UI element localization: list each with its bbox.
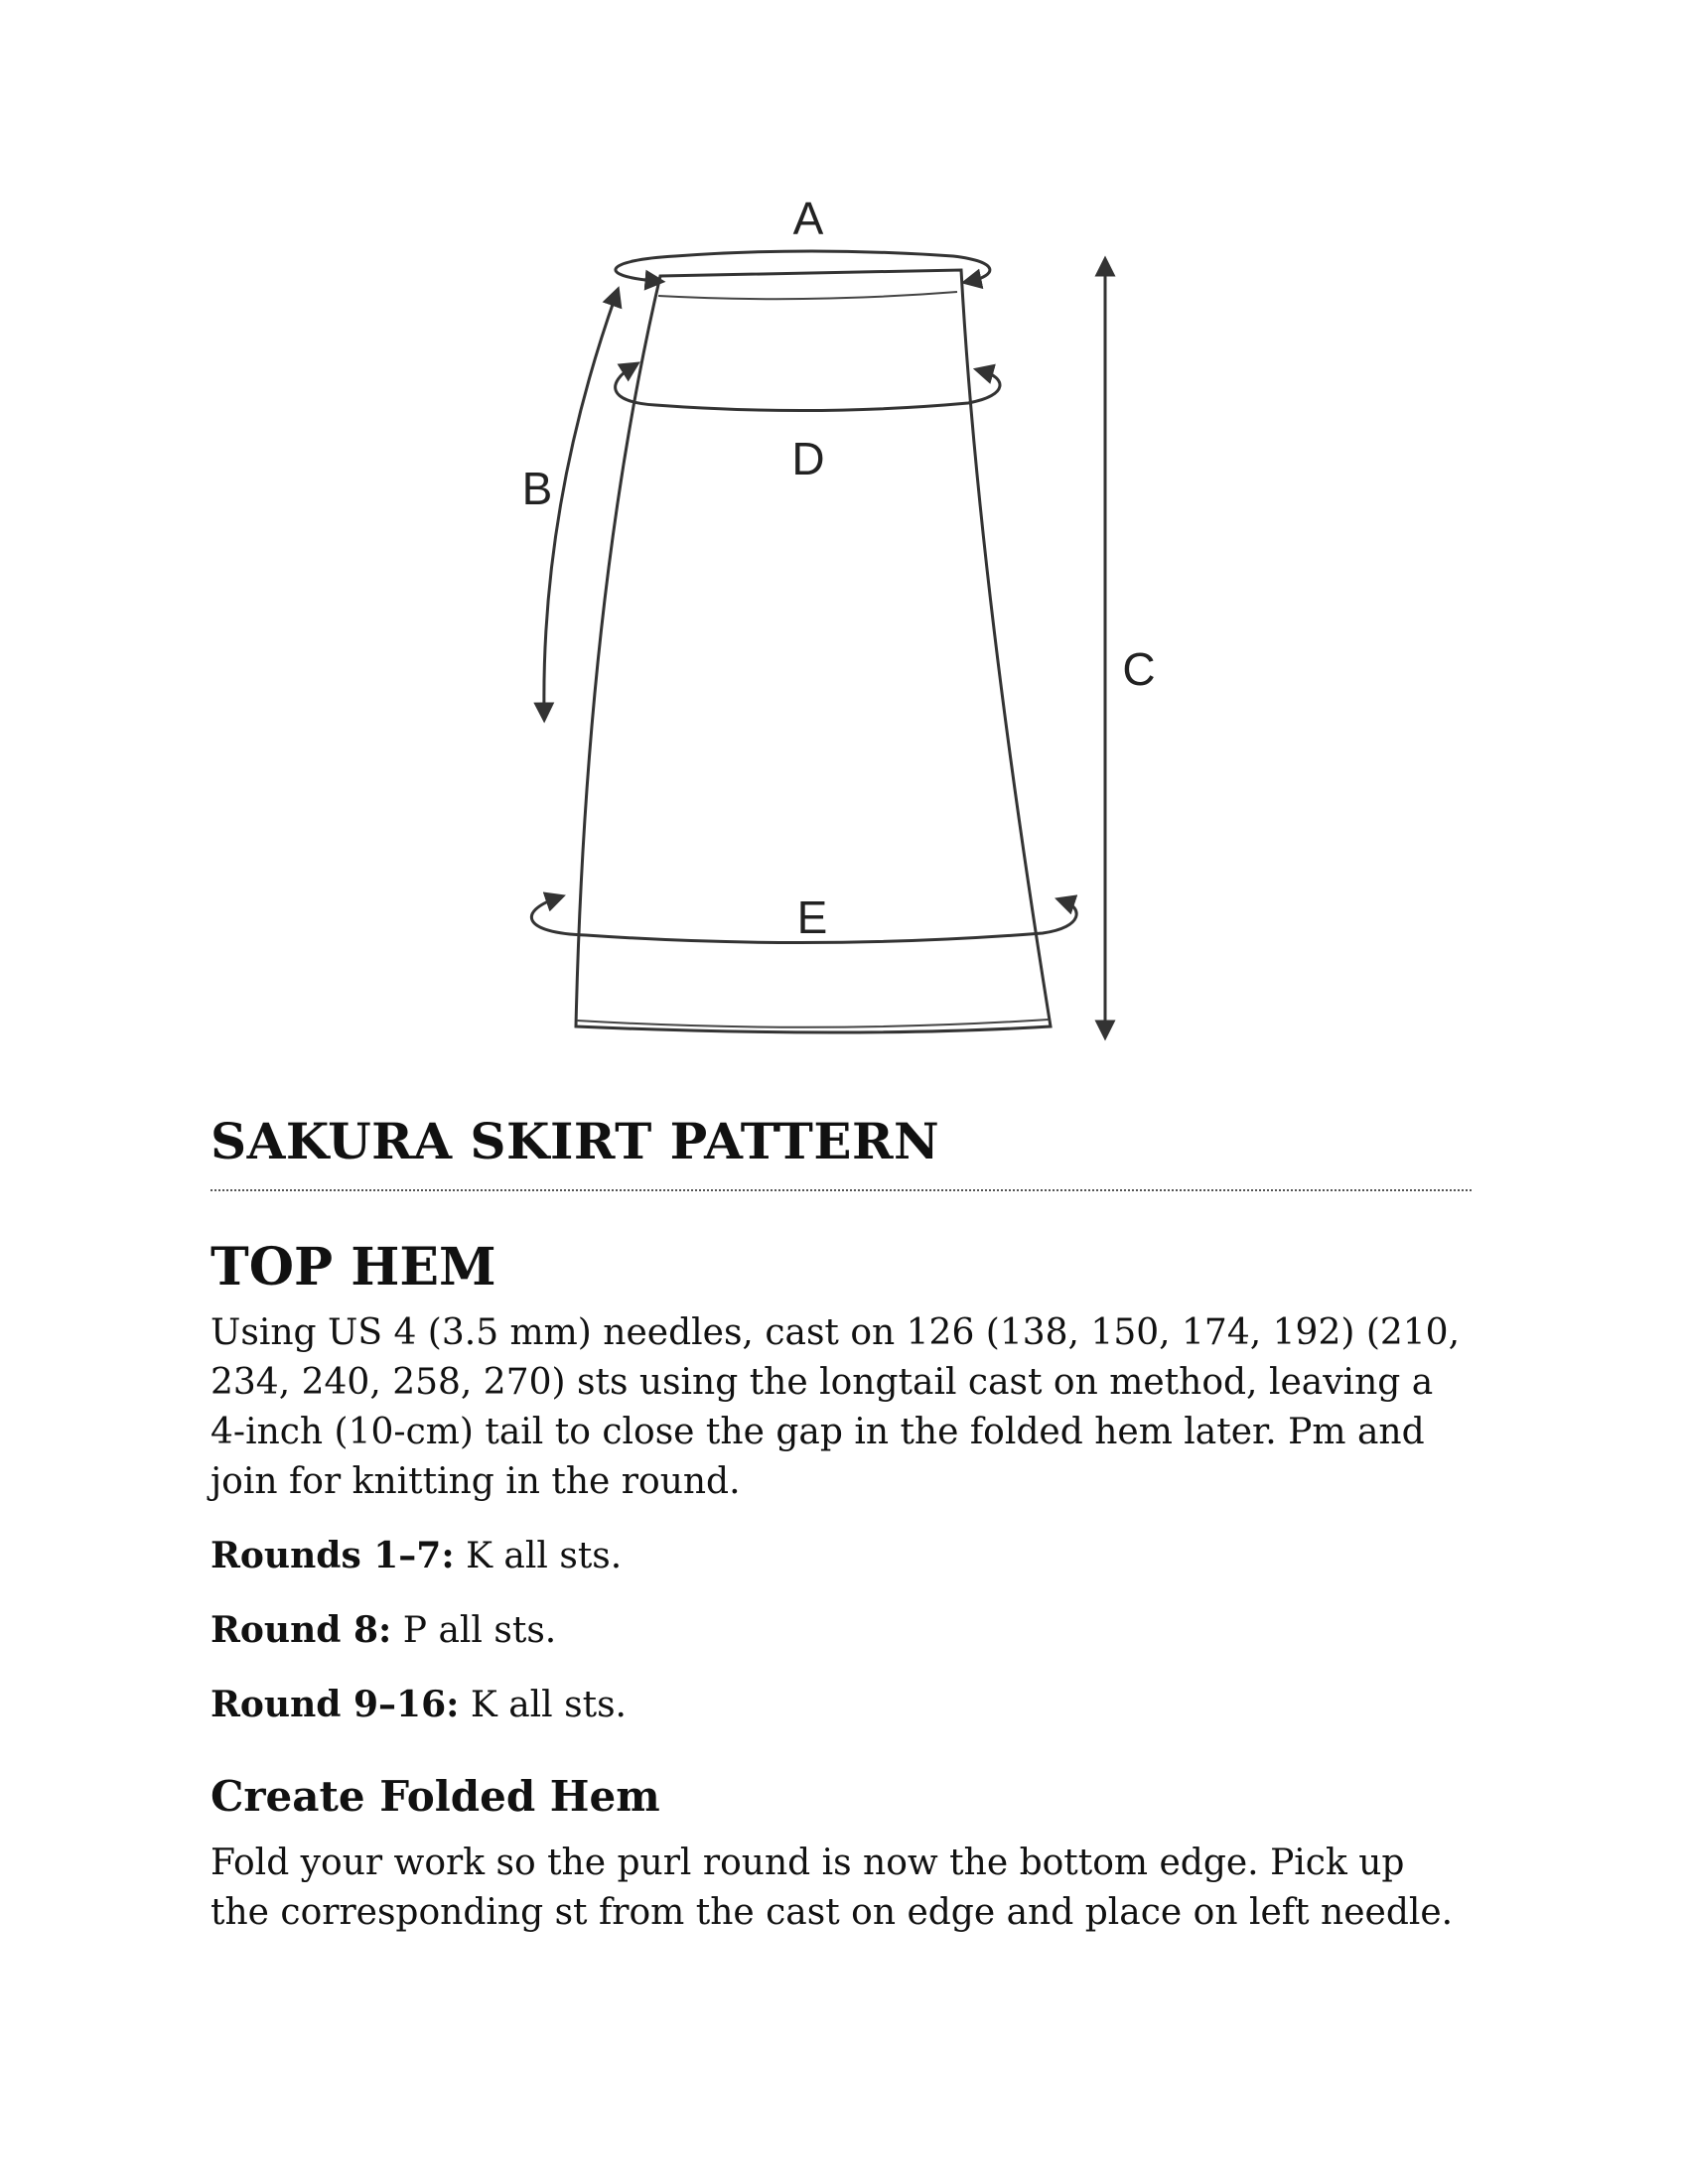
intro-paragraph: Using US 4 (3.5 mm) needles, cast on 126 (138, 150, 174, 192) (210, 234, 240, 258, 270) sts using the longtail cast on method, leaving a 4-inch (10-cm) tail to close the gap in the folded hem later. Pm and join for knitting in the round. — [211, 1312, 1461, 1503]
waistband-line — [658, 292, 957, 299]
measure-e — [531, 891, 1076, 943]
round-instruction — [211, 1680, 1472, 1730]
pattern-content — [211, 1112, 1472, 1938]
round-label: Rounds 1–7: — [211, 1535, 455, 1577]
round-label: Round 8: — [211, 1609, 392, 1652]
bottom-hem-line — [577, 1020, 1049, 1027]
measure-a — [616, 193, 990, 281]
subsection-title: Create Folded Hem — [211, 1772, 660, 1822]
title-divider — [211, 1189, 1472, 1191]
pattern-title: SAKURA SKIRT PATTERN — [211, 1112, 940, 1170]
round-instruction — [211, 1531, 1472, 1581]
round-text: K all sts. — [459, 1685, 627, 1726]
round-label: Round 9–16: — [211, 1684, 460, 1726]
measure-d — [616, 367, 1000, 484]
measure-c — [1105, 266, 1156, 1030]
round-text: P all sts. — [391, 1610, 557, 1652]
label-a: A — [792, 193, 824, 244]
label-d: D — [791, 433, 825, 484]
section-title: TOP HEM — [211, 1237, 496, 1297]
round-text: K all sts. — [454, 1536, 623, 1577]
round-instruction — [211, 1605, 1472, 1656]
subsection-paragraph: Fold your work so the purl round is now the bottom edge. Pick up the corresponding st from the cast on edge and place on left needle. — [211, 1842, 1454, 1933]
label-e: E — [796, 891, 828, 943]
measure-b — [522, 296, 616, 713]
label-c: C — [1122, 643, 1156, 695]
label-b: B — [521, 463, 553, 514]
